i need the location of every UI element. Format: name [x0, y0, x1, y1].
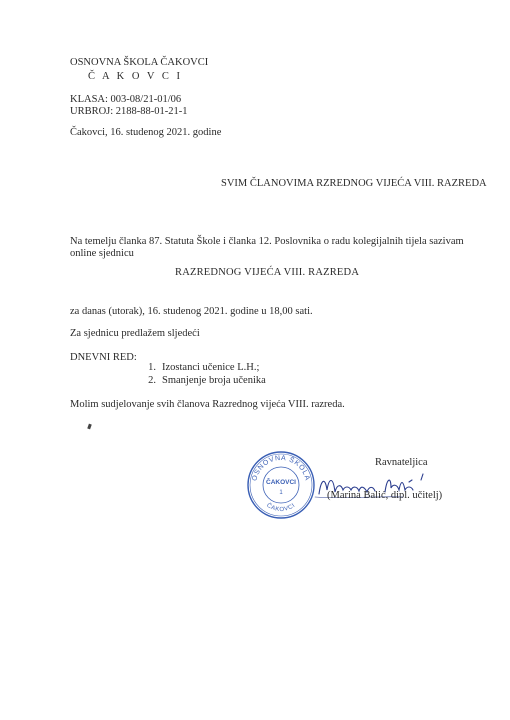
- klasa-number: KLASA: 003-08/21-01/06: [70, 94, 182, 105]
- agenda-item-number: 1.: [148, 362, 156, 373]
- urbroj-number: URBROJ: 2188-88-01-21-1: [70, 106, 188, 117]
- schedule-line: za danas (utorak), 16. studenog 2021. godine u 18,00 sati.: [70, 306, 313, 317]
- agenda-item-text: Smanjenje broja učenika: [162, 374, 266, 386]
- reference-block: [70, 94, 188, 118]
- intro-paragraph: Na temelju članka 87. Statuta Škole i članka 12. Poslovnika o radu kolegijalnih tijela sazivam online sjednicu: [70, 236, 464, 259]
- agenda-title: DNEVNI RED:: [70, 352, 137, 363]
- agenda-intro: Za sjednicu predlažem sljedeći: [70, 328, 200, 339]
- school-stamp: [246, 450, 316, 520]
- addressee: SVIM ČLANOVIMA RZREDNOG VIJEĆA VIII. RAZREDA: [221, 178, 487, 189]
- signer-role: Ravnateljica: [375, 457, 428, 468]
- svg-text:ČAKOVCI: [265, 502, 296, 513]
- agenda-list: [70, 362, 266, 387]
- signer-name: (Marina Balić, dipl. učitelj): [327, 490, 443, 501]
- stamp-number: 1: [279, 490, 283, 496]
- agenda-item-number: 2.: [148, 374, 156, 386]
- agenda-item-text: Izostanci učenice L.H.;: [162, 362, 260, 373]
- letterhead: [70, 56, 208, 84]
- stamp-ring-text: OSNOVNA ŠKOLA: [251, 454, 311, 482]
- stamp-center-text: ČAKOVCI: [266, 479, 296, 486]
- agenda-item: [70, 362, 266, 375]
- stamp-bottom-text: ČAKOVCI: [265, 502, 297, 514]
- school-city: Č A K O V C I: [88, 71, 183, 82]
- meeting-heading: RAZREDNOG VIJEĆA VIII. RAZREDA: [175, 267, 360, 278]
- closing-line: Molim sudjelovanje svih članova Razrednog vijeća VIII. razreda.: [70, 399, 345, 410]
- school-name: OSNOVNA ŠKOLA ČAKOVCI: [70, 57, 209, 68]
- agenda-item: [70, 375, 266, 388]
- stray-mark: [87, 424, 92, 430]
- place-date: Čakovci, 16. studenog 2021. godine: [70, 127, 222, 138]
